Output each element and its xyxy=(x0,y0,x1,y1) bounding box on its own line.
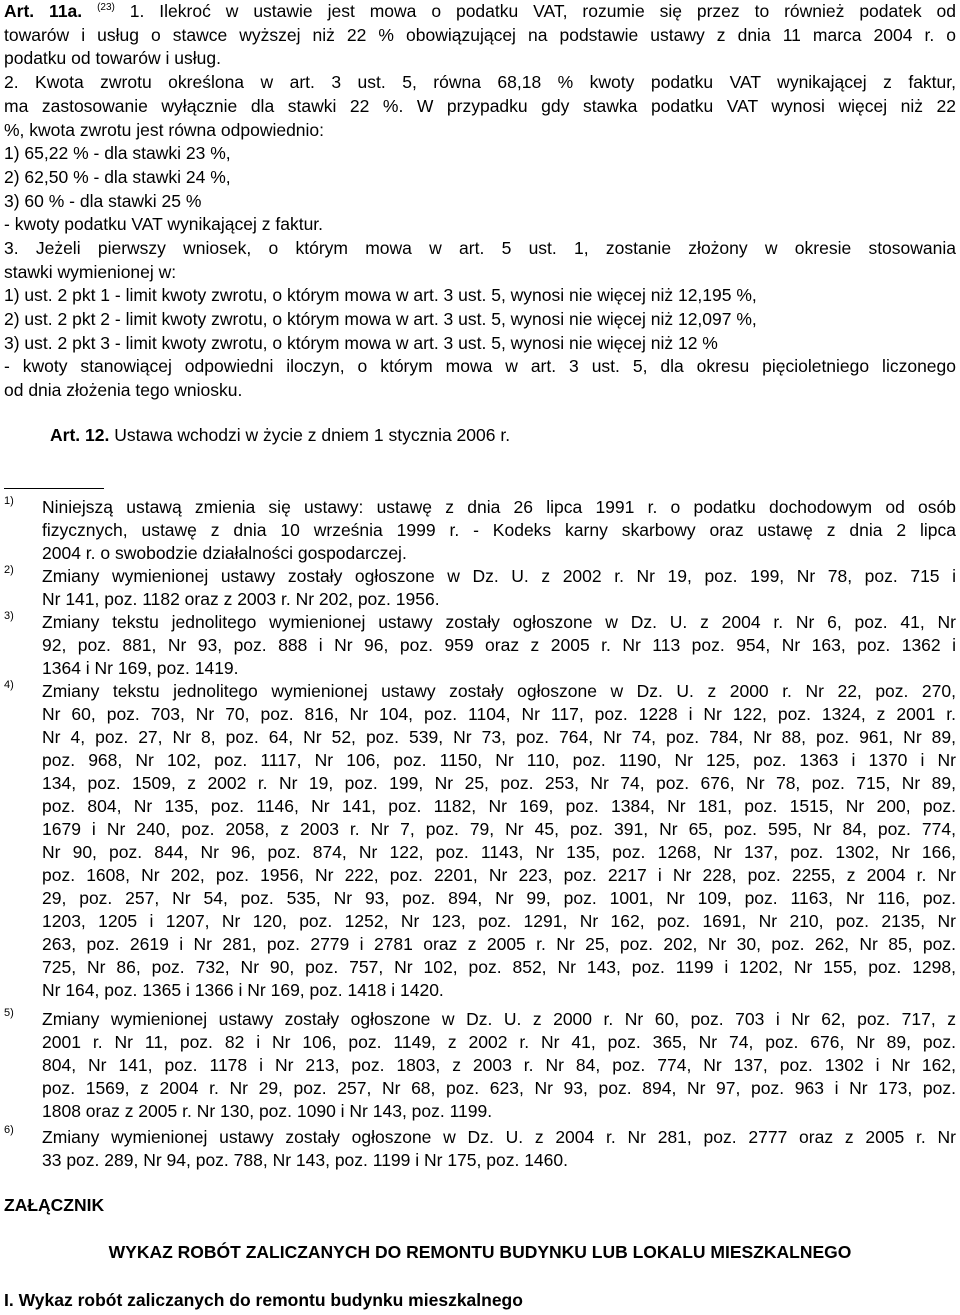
art-11a-line: towarów i usług o stawce wyższej niż 22 % obowiązującej na podstawie ustawy z dnia 11 marca 2004 r. o xyxy=(4,25,956,45)
art-11a-line: - kwoty stanowiącej odpowiedni iloczyn, o którym mowa w art. 3 ust. 5, dla okresu pięcioletniego liczonego xyxy=(4,356,956,376)
art-11a-line-1 xyxy=(4,0,956,22)
footnote-number: 1) xyxy=(4,495,14,507)
footnote-line: Niniejszą ustawą zmienia się ustawy: ustawę z dnia 26 lipca 1991 r. o podatku dochodowym od osób xyxy=(42,497,956,517)
art-11a-line: ma zastosowanie wyłącznie dla stawki 22 %. W przypadku gdy stawka podatku VAT wynosi więcej niż 22 xyxy=(4,96,956,116)
footnote-line: 1808 oraz z 2005 r. Nr 130, poz. 1090 i Nr 143, poz. 1199. xyxy=(42,1101,493,1121)
footnote-line: poz. 804, Nr 135, poz. 1146, Nr 141, poz. 1182, Nr 169, poz. 1384, Nr 181, poz. 1515, Nr 200, poz. xyxy=(42,796,956,816)
footnote-line: 29, poz. 257, Nr 54, poz. 535, Nr 93, poz. 894, Nr 99, poz. 1001, Nr 109, poz. 1163, Nr 116, poz. xyxy=(42,888,956,908)
footnote-line: 804, Nr 141, poz. 1178 i Nr 213, poz. 1803, z 2003 r. Nr 84, poz. 774, Nr 137, poz. 1302 i Nr 162, xyxy=(42,1055,956,1075)
footnote-line: Nr 60, poz. 703, Nr 70, poz. 816, Nr 104, poz. 1104, Nr 117, poz. 1228 i Nr 122, poz. 1324, z 2001 r. xyxy=(42,704,956,724)
footnote-line: 92, poz. 881, Nr 93, poz. 888 i Nr 96, poz. 959 oraz z 2005 r. Nr 113 poz. 954, Nr 163, poz. 1362 i xyxy=(42,635,956,655)
footnote-ref-23: (23) xyxy=(97,2,115,13)
footnote-line: 1364 i Nr 169, poz. 1419. xyxy=(42,658,239,678)
footnote-line: 1203, 1205 i 1207, Nr 120, poz. 1252, Nr 123, poz. 1291, Nr 162, poz. 1691, Nr 210, poz. 2135, Nr xyxy=(42,911,956,931)
art-11a-list-item: 3) ust. 2 pkt 3 - limit kwoty zwrotu, o którym mowa w art. 3 ust. 5, wynosi nie więcej niż 12 % xyxy=(4,333,718,353)
footnote-line: 1679 i Nr 240, poz. 2058, z 2003 r. Nr 7, poz. 79, Nr 45, poz. 391, Nr 65, poz. 595, Nr 84, poz. 774, xyxy=(42,819,956,839)
art-11a-line: 3. Jeżeli pierwszy wniosek, o którym mowa w art. 5 ust. 1, zostanie złożony w okresie stosowania xyxy=(4,238,956,258)
footnote-line: 33 poz. 289, Nr 94, poz. 788, Nr 143, poz. 1199 i Nr 175, poz. 1460. xyxy=(42,1150,568,1170)
art-11a-text: 1. Ilekroć w ustawie jest mowa o podatku VAT, rozumie się przez to również podatek od xyxy=(129,1,956,21)
footnote-line: 2001 r. Nr 11, poz. 82 i Nr 106, poz. 1149, z 2002 r. Nr 41, poz. 365, Nr 74, poz. 676, Nr 89, poz. xyxy=(42,1032,956,1052)
footnote-separator xyxy=(4,488,104,489)
art-11a-line: podatku od towarów i usług. xyxy=(4,48,221,68)
footnote-line: Zmiany wymienionej ustawy zostały ogłoszone w Dz. U. z 2000 r. Nr 60, poz. 703 i Nr 62, poz. 717, z xyxy=(42,1009,956,1029)
art-11a-line: od dnia złożenia tego wniosku. xyxy=(4,380,243,400)
footnote-line: Nr 4, poz. 27, Nr 8, poz. 64, Nr 52, poz. 539, Nr 73, poz. 764, Nr 74, poz. 784, Nr 88, poz. 961, Nr 89, xyxy=(42,727,956,747)
art-11a-list-item: 2) ust. 2 pkt 2 - limit kwoty zwrotu, o którym mowa w art. 3 ust. 5, wynosi nie więcej niż 12,097 %, xyxy=(4,309,757,329)
footnote-line: 2004 r. o swobodzie działalności gospodarczej. xyxy=(42,543,407,563)
art-12-heading: Art. 12. xyxy=(50,425,110,445)
art-12-text: Ustawa wchodzi w życie z dniem 1 stycznia 2006 r. xyxy=(114,425,511,445)
footnote-line: poz. 968, Nr 102, poz. 1117, Nr 106, poz. 1150, Nr 110, poz. 1190, Nr 125, poz. 1363 i 1370 i Nr xyxy=(42,750,956,770)
footnote-number: 2) xyxy=(4,564,14,576)
footnote-line: poz. 1608, Nr 202, poz. 1956, Nr 222, poz. 2201, Nr 223, poz. 2217 i Nr 228, poz. 2255, z 2004 r. Nr xyxy=(42,865,956,885)
footnote-line: Zmiany tekstu jednolitego wymienionej ustawy zostały ogłoszone w Dz. U. z 2000 r. Nr 22, poz. 270, xyxy=(42,681,956,701)
footnote-number: 5) xyxy=(4,1007,14,1019)
footnote-number: 6) xyxy=(4,1124,14,1136)
footnote-line: Zmiany tekstu jednolitego wymienionej ustawy zostały ogłoszone w Dz. U. z 2004 r. Nr 6, poz. 41, Nr xyxy=(42,612,956,632)
art-11a-list-item: 1) ust. 2 pkt 1 - limit kwoty zwrotu, o którym mowa w art. 3 ust. 5, wynosi nie więcej niż 12,195 %, xyxy=(4,285,757,305)
footnote-line: poz. 1569, z 2004 r. Nr 29, poz. 257, Nr 68, poz. 623, Nr 93, poz. 894, Nr 97, poz. 963 i Nr 173, poz. xyxy=(42,1078,956,1098)
footnote-line: Nr 164, poz. 1365 i 1366 i Nr 169, poz. 1418 i 1420. xyxy=(42,980,444,1000)
footnote-line: Zmiany wymienionej ustawy zostały ogłoszone w Dz. U. z 2002 r. Nr 19, poz. 199, Nr 78, poz. 715 i xyxy=(42,566,956,586)
art-11a-line: stawki wymienionej w: xyxy=(4,262,177,282)
footnote-line: Zmiany wymienionej ustawy zostały ogłoszone w Dz. U. z 2004 r. Nr 281, poz. 2777 oraz z 2005 r. Nr xyxy=(42,1127,956,1147)
art-11a-line: %, kwota zwrotu jest równa odpowiednio: xyxy=(4,120,325,140)
art-11a-list-item: 1) 65,22 % - dla stawki 23 %, xyxy=(4,143,231,163)
annex-section-title: I. Wykaz robót zaliczanych do remontu budynku mieszkalnego xyxy=(4,1290,523,1310)
footnote-line: Nr 90, poz. 844, Nr 96, poz. 874, Nr 122, poz. 1143, Nr 135, poz. 1268, Nr 137, poz. 1302, Nr 166, xyxy=(42,842,956,862)
footnote-number: 3) xyxy=(4,610,14,622)
footnote-number: 4) xyxy=(4,679,14,691)
footnote-line: 263, poz. 2619 i Nr 281, poz. 2779 i 2781 oraz z 2005 r. Nr 25, poz. 202, Nr 30, poz. 262, Nr 85, poz. xyxy=(42,934,956,954)
footnote-line: 725, Nr 86, poz. 732, Nr 90, poz. 757, Nr 102, poz. 852, Nr 143, poz. 1199 i 1202, Nr 155, poz. 1298, xyxy=(42,957,956,977)
art-12-line xyxy=(50,424,510,446)
art-11a-list-item: 2) 62,50 % - dla stawki 24 %, xyxy=(4,167,231,187)
annex-title: WYKAZ ROBÓT ZALICZANYCH DO REMONTU BUDYNKU LUB LOKALU MIESZKALNEGO xyxy=(108,1242,852,1262)
art-11a-line: - kwoty podatku VAT wynikającej z faktur. xyxy=(4,214,324,234)
annex-label: ZAŁĄCZNIK xyxy=(4,1195,105,1215)
art-11a-line: 2. Kwota zwrotu określona w art. 3 ust. 5, równa 68,18 % kwoty podatku VAT wynikającej z faktur, xyxy=(4,72,956,92)
footnote-line: 134, poz. 1509, z 2002 r. Nr 19, poz. 199, Nr 25, poz. 253, Nr 74, poz. 676, Nr 78, poz. 715, Nr 89, xyxy=(42,773,956,793)
art-11a-heading: Art. 11a. xyxy=(4,1,83,21)
footnote-line: Nr 141, poz. 1182 oraz z 2003 r. Nr 202, poz. 1956. xyxy=(42,589,440,609)
art-11a-list-item: 3) 60 % - dla stawki 25 % xyxy=(4,191,202,211)
footnote-line: fizycznych, ustawę z dnia 10 września 1999 r. - Kodeks karny skarbowy oraz ustawę z dnia 2 lipca xyxy=(42,520,956,540)
